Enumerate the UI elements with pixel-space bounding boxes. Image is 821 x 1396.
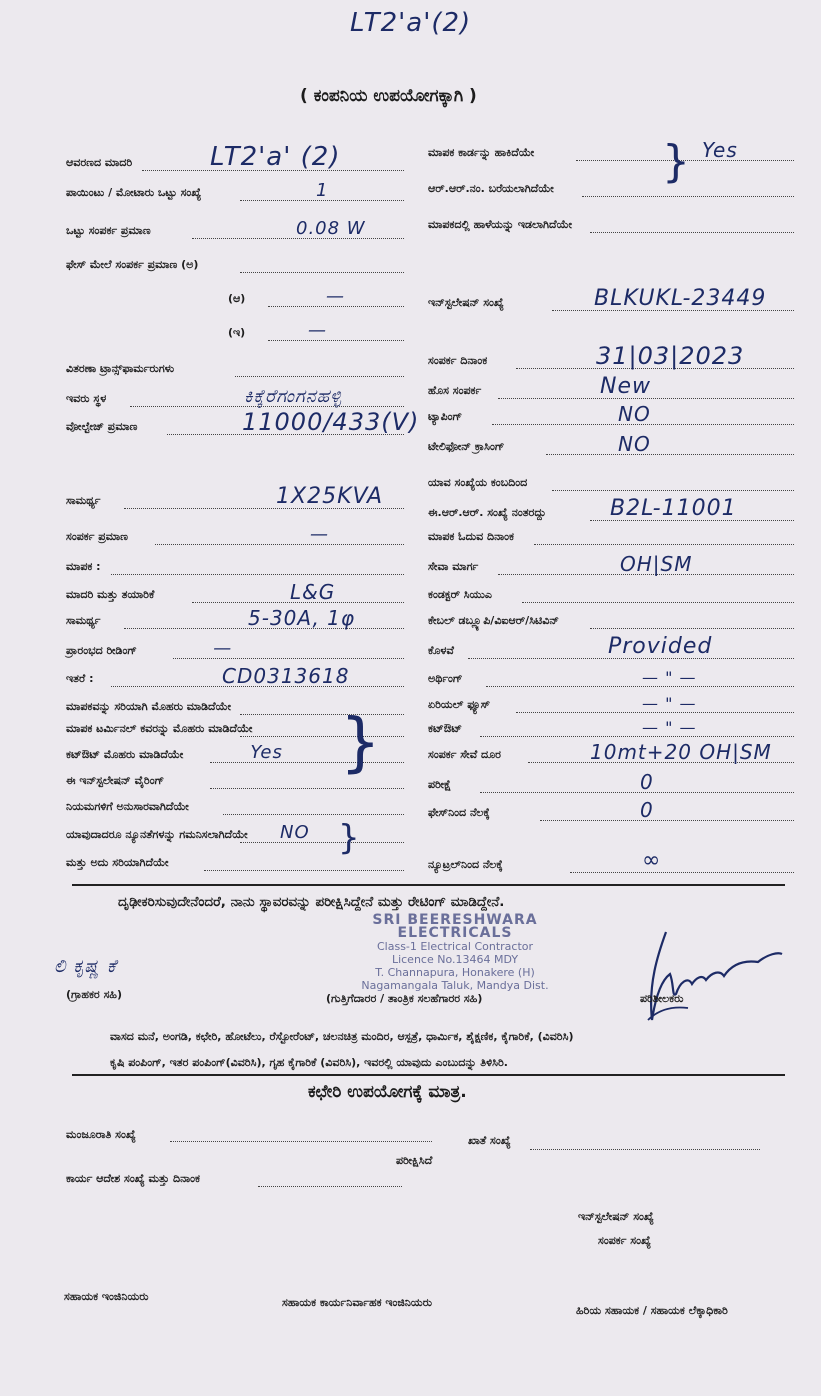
right-field-value: Provided	[608, 634, 713, 659]
right-field-label: ಸಂಪರ್ಕ ಸೇವೆ ದೂರ	[428, 748, 501, 761]
right-field-value: NO	[618, 402, 651, 426]
left-field-label: ಯಾವುದಾದರೂ ನ್ಯೂನತೆಗಳನ್ನು ಗಮನಿಸಲಾಗಿದೆಯೇ	[66, 828, 248, 841]
left-field-label: ಇತರೆ :	[66, 672, 94, 685]
senior-asst-label: ಹಿರಿಯ ಸಹಾಯಕ / ಸಹಾಯಕ ಲೆಕ್ಕಾಧಿಕಾರಿ	[576, 1304, 728, 1317]
right-field-label: ಟ್ಯಾಪಿಂಗ್	[428, 410, 463, 423]
right-field-label: ಫೇಸ್‌ನಿಂದ ನೆಲಕ್ಕೆ	[428, 806, 490, 819]
right-field-label: ಟೇಲಿಫೋನ್ ಕ್ರಾಸಿಂಗ್	[428, 440, 505, 453]
left-field-line[interactable]	[155, 544, 404, 545]
asst-exec-engineer-label: ಸಹಾಯಕ ಕಾರ್ಯನಿರ್ವಾಹಕ ಇಂಜಿನಿಯರು	[282, 1296, 433, 1309]
left-field-label: ಇವರು ಸ್ಥಳ	[66, 392, 107, 405]
right-field-label: ಕಟ್‌ಔಟ್	[428, 722, 462, 735]
right-field-label: ಸೇವಾ ಮಾರ್ಗ	[428, 560, 479, 573]
left-field-label: ಆವರಣದ ಮಾದರಿ	[66, 156, 133, 169]
inspector-sign-label: ಪರಿಶೀಲಕರು	[640, 992, 684, 1005]
checked-label: ಪರೀಕ್ಷಿಸಿದೆ	[396, 1154, 433, 1167]
left-field-value: Yes	[250, 742, 283, 763]
left-field-value: —	[326, 286, 345, 307]
left-field-line[interactable]	[268, 340, 404, 341]
left-field-value: NO	[280, 822, 310, 843]
right-field-label: ಯಾವ ಸಂಖ್ಯೆಯ ಕಂಬದಿಂದ	[428, 476, 528, 489]
left-field-label: ಮಾದರಿ ಮತ್ತು ತಯಾರಿಕೆ	[66, 588, 155, 601]
left-field-label: ಪ್ರಾರಂಭದ ರೀಡಿಂಗ್	[66, 644, 137, 657]
left-field-label: ವಿತರಣಾ ಟ್ರಾನ್ಸ್‌ಫಾರ್ಮರುಗಳು	[66, 362, 175, 375]
brace-mark-right: }	[662, 136, 691, 187]
right-field-label: ಅರ್ಥಿಂಗ್	[428, 672, 463, 685]
right-field-label: ಕೇಬಲ್ ಡಬ್ಲ್ಯೂಪಿ/ವಿಐಆರ್/ಸಿಟಿವಿನ್	[428, 614, 559, 627]
connection-no-label: ಸಂಪರ್ಕ ಸಂಖ್ಯೆ	[598, 1234, 651, 1247]
right-field-line[interactable]	[570, 872, 794, 873]
account-no-field[interactable]	[530, 1149, 760, 1150]
right-field-label: ಕಂಡಕ್ಟರ್ ಸಿಯುಎ	[428, 588, 492, 601]
right-field-value: New	[600, 374, 651, 399]
right-field-label: ಇನ್‌ಸ್ಟಲೇಷನ್ ಸಂಖ್ಯೆ	[428, 296, 504, 309]
left-field-value: —	[310, 524, 329, 545]
left-field-label: ಸಾಮರ್ಥ್ಯ	[66, 494, 101, 507]
left-field-value: 0.08 W	[296, 218, 366, 239]
stamp-line-3: T. Channapura, Honakere (H)	[375, 966, 535, 979]
contractor-stamp	[330, 914, 580, 992]
right-field-value: NO	[618, 432, 651, 456]
right-field-label: ಏರಿಯಲ್ ಫ್ಯೂಸ್	[428, 698, 490, 711]
right-field-value: 0	[640, 798, 654, 822]
left-field-value: 1	[316, 180, 329, 201]
left-field-label: ಮಾಪಕ :	[66, 560, 101, 573]
brace-mark-left: }	[340, 706, 382, 780]
left-field-line[interactable]	[210, 788, 404, 789]
premises-note-1: ವಾಸದ ಮನೆ, ಅಂಗಡಿ, ಕಛೇರಿ, ಹೋಟೆಲು, ರೆಸ್ಟೋರೆಂಟ್, ಚಲನಚಿತ್ರ ಮಂದಿರ, ಆಸ್ಪತ್ರೆ, ಧಾರ್ಮಿಕ, ಶೈಕ್ಷಣಿಕ, ಕೈಗಾರಿಕೆ, (ವಿವರಿಸಿ)	[110, 1030, 574, 1043]
left-field-value: ಕಿಕ್ಕೆರೆಗಂಗನಹಳ್ಳಿ	[244, 386, 343, 407]
left-field-label: ವೋಲ್ಟೇಜ್ ಪ್ರಮಾಣ	[66, 420, 138, 433]
rule-top	[72, 884, 785, 886]
right-field-line[interactable]	[486, 686, 794, 687]
right-field-value: — " —	[642, 718, 697, 737]
left-field-label: ನಿಯಮಗಳಿಗೆ ಅನುಸಾರವಾಗಿದೆಯೇ	[66, 800, 189, 813]
brace-mark-left-2: }	[338, 818, 361, 858]
right-field-value: 10mt+20 OH|SM	[590, 740, 772, 764]
contractor-sign-label: (ಗುತ್ತಿಗೆದಾರರ / ತಾಂತ್ರಿಕ ಸಲಹೆಗಾರರ ಸಹಿ)	[326, 992, 483, 1005]
top-code: LT2'a'(2)	[350, 8, 472, 38]
left-field-label: ಈ ಇನ್‌ಸ್ಟಲೇಷನ್ ವೈರಿಂಗ್	[66, 774, 165, 787]
work-order-label: ಕಾರ್ಯ ಆದೇಶ ಸಂಖ್ಯೆ ಮತ್ತು ದಿನಾಂಕ	[66, 1172, 200, 1185]
left-field-label: ಒಟ್ಟು ಸಂಪರ್ಕ ಪ್ರಮಾಣ	[66, 224, 151, 237]
right-field-label: ಮಾಪಕ ಕಾರ್ಡನ್ನು ಹಾಕಿದೆಯೇ	[428, 146, 535, 159]
right-field-value: BLKUKL-23449	[594, 286, 767, 311]
left-field-line[interactable]	[223, 814, 404, 815]
right-field-value: OH|SM	[620, 552, 693, 576]
left-field-label: ಮತ್ತು ಅದು ಸರಿಯಾಗಿದೆಯೇ	[66, 856, 169, 869]
left-field-label: (ಇ)	[228, 326, 246, 339]
sanction-no-field[interactable]	[170, 1141, 432, 1142]
left-field-label: ಕಟ್‌ಔಟ್ ಮೊಹರು ಮಾಡಿದೆಯೇ	[66, 748, 184, 761]
left-field-label: ಫೇಸ್ ಮೇಲೆ ಸಂಪರ್ಕ ಪ್ರಮಾಣ (ಅ)	[66, 258, 199, 271]
left-field-value: 11000/433(V)	[242, 408, 420, 436]
right-field-line[interactable]	[540, 820, 794, 821]
right-field-value: B2L-11001	[610, 496, 737, 521]
left-field-label: ಸಂಪರ್ಕ ಪ್ರಮಾಣ	[66, 530, 128, 543]
right-field-value: Yes	[702, 138, 738, 162]
account-no-label: ಖಾತೆ ಸಂಖ್ಯೆ	[468, 1134, 511, 1147]
rule-office	[72, 1074, 785, 1076]
left-field-label: ಮಾಪಕ ಟರ್ಮಿನಲ್ ಕವರನ್ನು ಮೊಹರು ಮಾಡಿದೆಯೇ	[66, 722, 253, 735]
right-field-line[interactable]	[546, 454, 794, 455]
right-field-line[interactable]	[480, 792, 794, 793]
right-field-label: ಆರ್.ಆರ್.ನಂ. ಬರೆಯಲಾಗಿದೆಯೇ	[428, 182, 554, 195]
right-field-line[interactable]	[522, 602, 794, 603]
right-field-value: — " —	[642, 694, 697, 713]
right-field-label: ಕೊಳವೆ	[428, 644, 454, 657]
left-field-value: LT2'a' (2)	[210, 142, 341, 172]
left-field-line[interactable]	[240, 272, 404, 273]
right-field-label: ಮಾಪಕದಲ್ಲಿ ಹಾಳೆಯನ್ನು ಇಡಲಾಗಿದೆಯೇ	[428, 218, 572, 231]
left-field-value: —	[308, 320, 327, 341]
left-field-value: —	[213, 638, 233, 659]
right-field-label: ಪರೀಕ್ಷೆ	[428, 778, 452, 791]
stamp-name: SRI BEERESHWARA ELECTRICALS	[372, 912, 538, 941]
left-field-value: L&G	[290, 580, 336, 604]
right-field-value: ∞	[642, 848, 662, 873]
right-field-label: ಮಾಪಕ ಓದುವ ದಿನಾಂಕ	[428, 530, 514, 543]
right-field-line[interactable]	[590, 628, 794, 629]
installation-no-label: ಇನ್‌ಸ್ಟಲೇಷನ್ ಸಂಖ್ಯೆ	[578, 1210, 654, 1223]
premises-note-2: ಕೃಷಿ ಪಂಪಿಂಗ್, ಇತರ ಪಂಪಿಂಗ್(ವಿವರಿಸಿ), ಗೃಹ ಕೈಗಾರಿಕೆ (ವಿವರಿಸಿ), ಇವರಲ್ಲಿ ಯಾವುದು ಎಂಬುದನ್ನು ತಿಳಿಸಿರಿ.	[110, 1056, 508, 1069]
stamp-line-2: Licence No.13464 MDY	[391, 953, 519, 966]
left-field-line[interactable]	[240, 842, 404, 843]
left-field-line[interactable]	[173, 658, 404, 659]
left-field-label: ಮಾಪಕವನ್ನು ಸರಿಯಾಗಿ ಮೊಹರು ಮಾಡಿದೆಯೇ	[66, 700, 231, 713]
right-field-label: ಈ.ಆರ್.ಆರ್. ಸಂಖ್ಯೆ ನಂತರದ್ದು	[428, 506, 546, 519]
sanction-no-label: ಮಂಜೂರಾತಿ ಸಂಖ್ಯೆ	[66, 1128, 136, 1141]
left-field-line[interactable]	[235, 376, 404, 377]
left-field-line[interactable]	[204, 870, 404, 871]
left-field-value: 5-30A, 1φ	[248, 606, 356, 630]
right-field-label: ಹೊಸ ಸಂಪರ್ಕ	[428, 384, 482, 397]
left-field-line[interactable]	[111, 574, 404, 575]
right-field-value: 0	[640, 770, 654, 794]
stamp-line-1: Class-1 Electrical Contractor	[376, 940, 534, 953]
left-field-label: (ಆ)	[228, 292, 246, 305]
stamp-line-4: Nagamangala Taluk, Mandya Dist.	[361, 979, 549, 992]
office-title: ಕಛೇರಿ ಉಪಯೋಗಕ್ಕೆ ಮಾತ್ರ.	[308, 1082, 467, 1102]
right-field-line[interactable]	[534, 544, 794, 545]
right-field-line[interactable]	[480, 736, 794, 737]
certification-text: ದೃಢೀಕರಿಸುವುದೇನೆಂದರೆ, ನಾನು ಸ್ಥಾವರವನ್ನು ಪರೀಕ್ಷಿಸಿದ್ದೇನೆ ಮತ್ತು ರೇಟಿಂಗ್ ಮಾಡಿದ್ದೇನೆ.	[118, 894, 505, 910]
right-field-label: ನ್ಯೂಟ್ರಲ್‌ನಿಂದ ನೆಲಕ್ಕೆ	[428, 858, 503, 871]
work-order-field[interactable]	[258, 1186, 402, 1187]
right-field-line[interactable]	[552, 490, 794, 491]
left-field-label: ಪಾಯಿಂಟು / ಮೋಟಾರು ಒಟ್ಟು ಸಂಖ್ಯೆ	[66, 186, 202, 199]
right-field-value: 31|03|2023	[596, 342, 745, 370]
right-field-value: — " —	[642, 668, 697, 687]
right-field-line[interactable]	[582, 196, 794, 197]
left-field-label: ಸಾಮರ್ಥ್ಯ	[66, 614, 101, 627]
asst-engineer-label: ಸಹಾಯಕ ಇಂಜಿನಿಯರು	[64, 1290, 149, 1303]
right-field-label: ಸಂಪರ್ಕ ದಿನಾಂಕ	[428, 354, 488, 367]
left-field-value: 1X25KVA	[276, 484, 384, 509]
inspector-signature	[628, 924, 788, 1034]
form-title: ( ಕಂಪನಿಯ ಉಪಯೋಗಕ್ಕಾಗಿ )	[300, 86, 477, 106]
customer-sign-label: (ಗ್ರಾಹಕರ ಸಹಿ)	[66, 988, 122, 1001]
right-field-line[interactable]	[590, 232, 794, 233]
left-field-value: CD0313618	[222, 664, 350, 688]
customer-signature: ಲಿ ಕೃಷ್ಣ ಕೆ	[54, 956, 117, 977]
